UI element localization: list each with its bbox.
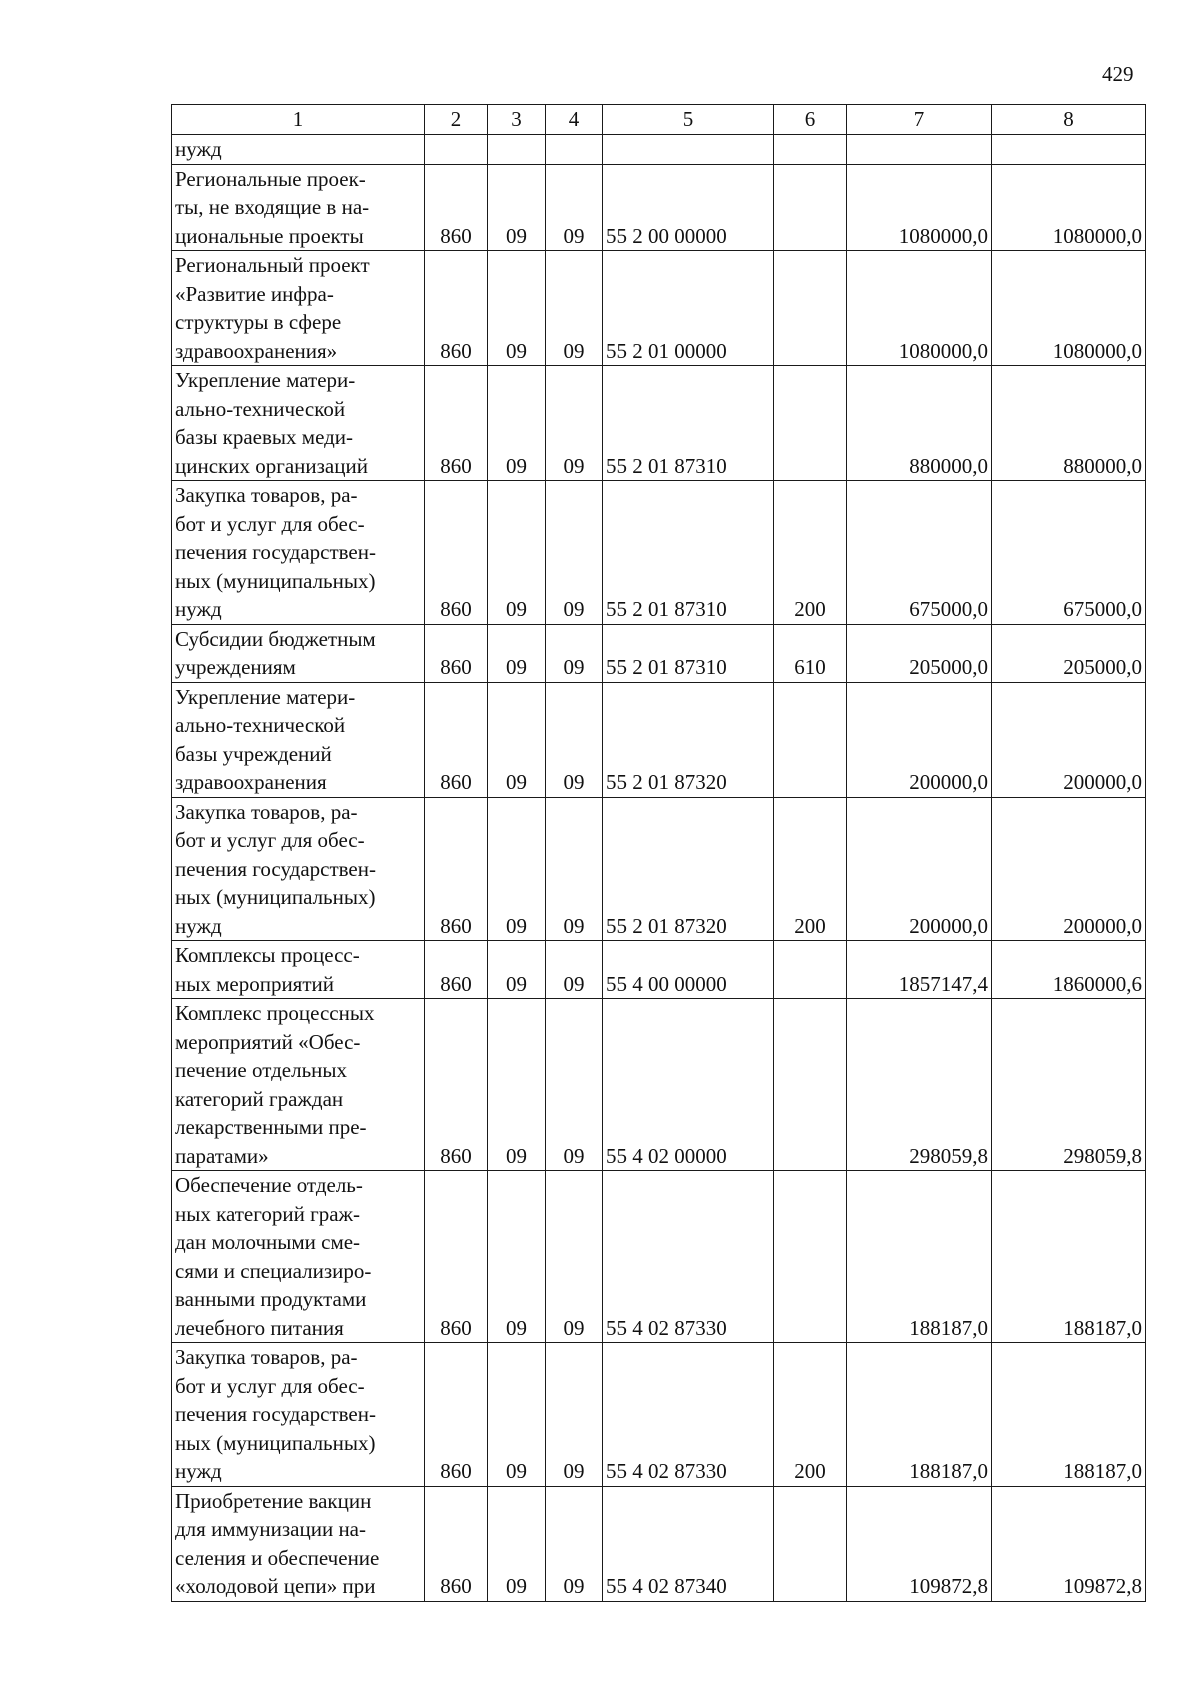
amount-year2-cell: 1860000,6 — [992, 941, 1146, 999]
budget-table — [171, 104, 1146, 1602]
subsection-code-cell — [546, 135, 603, 165]
table-row — [172, 797, 1146, 941]
table-row — [172, 941, 1146, 999]
section-code-cell: 09 — [488, 999, 546, 1171]
amount-year2-cell: 675000,0 — [992, 481, 1146, 625]
expense-type-cell — [774, 999, 847, 1171]
target-article-cell: 55 2 01 87310 — [603, 366, 774, 481]
subsection-code-cell: 09 — [546, 624, 603, 682]
expense-type-cell — [774, 941, 847, 999]
ministry-code-cell: 860 — [425, 164, 488, 251]
target-article-cell: 55 2 01 00000 — [603, 251, 774, 366]
section-code-cell: 09 — [488, 1171, 546, 1343]
row-name-cell: Укрепление матери- ально-технической базы краевых меди- цинских организаций — [172, 366, 425, 481]
expense-type-cell: 200 — [774, 1343, 847, 1487]
header-row — [172, 105, 1146, 135]
amount-year1-cell: 880000,0 — [847, 366, 992, 481]
row-name-cell: Региональный проект «Развитие инфра- структуры в сфере здравоохранения» — [172, 251, 425, 366]
amount-year1-cell: 298059,8 — [847, 999, 992, 1171]
expense-type-cell: 610 — [774, 624, 847, 682]
target-article-cell: 55 4 02 87330 — [603, 1343, 774, 1487]
section-code-cell: 09 — [488, 797, 546, 941]
amount-year2-cell: 880000,0 — [992, 366, 1146, 481]
target-article-cell: 55 2 01 87310 — [603, 481, 774, 625]
target-article-cell: 55 4 02 87340 — [603, 1486, 774, 1601]
section-code-cell: 09 — [488, 682, 546, 797]
section-code-cell: 09 — [488, 1486, 546, 1601]
subsection-code-cell: 09 — [546, 1171, 603, 1343]
amount-year1-cell: 1080000,0 — [847, 164, 992, 251]
target-article-cell: 55 4 02 87330 — [603, 1171, 774, 1343]
row-name-cell: Укрепление матери- ально-технической базы учреждений здравоохранения — [172, 682, 425, 797]
amount-year2-cell — [992, 135, 1146, 165]
column-header-5: 5 — [603, 105, 774, 135]
row-name-cell: нужд — [172, 135, 425, 165]
section-code-cell — [488, 135, 546, 165]
column-header-8: 8 — [992, 105, 1146, 135]
amount-year1-cell: 109872,8 — [847, 1486, 992, 1601]
ministry-code-cell: 860 — [425, 481, 488, 625]
column-header-4: 4 — [546, 105, 603, 135]
ministry-code-cell — [425, 135, 488, 165]
amount-year1-cell: 1080000,0 — [847, 251, 992, 366]
page-number: 429 — [1102, 62, 1134, 86]
table-row — [172, 251, 1146, 366]
ministry-code-cell: 860 — [425, 251, 488, 366]
subsection-code-cell: 09 — [546, 797, 603, 941]
expense-type-cell: 200 — [774, 481, 847, 625]
column-header-6: 6 — [774, 105, 847, 135]
amount-year2-cell: 188187,0 — [992, 1171, 1146, 1343]
amount-year1-cell: 205000,0 — [847, 624, 992, 682]
table-row — [172, 1343, 1146, 1487]
section-code-cell: 09 — [488, 366, 546, 481]
expense-type-cell — [774, 366, 847, 481]
ministry-code-cell: 860 — [425, 366, 488, 481]
row-name-cell: Закупка товаров, ра- бот и услуг для обес- печения государствен- ных (муниципальных) нужд — [172, 797, 425, 941]
amount-year1-cell: 188187,0 — [847, 1343, 992, 1487]
subsection-code-cell: 09 — [546, 1486, 603, 1601]
section-code-cell: 09 — [488, 251, 546, 366]
subsection-code-cell: 09 — [546, 164, 603, 251]
target-article-cell: 55 2 01 87320 — [603, 797, 774, 941]
ministry-code-cell: 860 — [425, 624, 488, 682]
expense-type-cell — [774, 1486, 847, 1601]
subsection-code-cell: 09 — [546, 941, 603, 999]
section-code-cell: 09 — [488, 481, 546, 625]
table-row — [172, 481, 1146, 625]
expense-type-cell — [774, 164, 847, 251]
target-article-cell — [603, 135, 774, 165]
table-row — [172, 164, 1146, 251]
amount-year2-cell: 109872,8 — [992, 1486, 1146, 1601]
section-code-cell: 09 — [488, 941, 546, 999]
expense-type-cell — [774, 251, 847, 366]
row-name-cell: Комплексы процесс- ных мероприятий — [172, 941, 425, 999]
target-article-cell: 55 4 02 00000 — [603, 999, 774, 1171]
amount-year2-cell: 298059,8 — [992, 999, 1146, 1171]
subsection-code-cell: 09 — [546, 682, 603, 797]
subsection-code-cell: 09 — [546, 1343, 603, 1487]
column-header-7: 7 — [847, 105, 992, 135]
amount-year1-cell — [847, 135, 992, 165]
target-article-cell: 55 4 00 00000 — [603, 941, 774, 999]
table-row — [172, 682, 1146, 797]
expense-type-cell: 200 — [774, 797, 847, 941]
ministry-code-cell: 860 — [425, 941, 488, 999]
table-row — [172, 999, 1146, 1171]
ministry-code-cell: 860 — [425, 999, 488, 1171]
amount-year2-cell: 188187,0 — [992, 1343, 1146, 1487]
table-row — [172, 366, 1146, 481]
row-name-cell: Закупка товаров, ра- бот и услуг для обес- печения государствен- ных (муниципальных) нужд — [172, 481, 425, 625]
table-row — [172, 1171, 1146, 1343]
row-name-cell: Приобретение вакцин для иммунизации на- селения и обеспечение «холодовой цепи» при — [172, 1486, 425, 1601]
subsection-code-cell: 09 — [546, 251, 603, 366]
ministry-code-cell: 860 — [425, 1486, 488, 1601]
amount-year2-cell: 1080000,0 — [992, 251, 1146, 366]
row-name-cell: Комплекс процессных мероприятий «Обес- печение отдельных категорий граждан лекарственными пре- паратами» — [172, 999, 425, 1171]
row-name-cell: Закупка товаров, ра- бот и услуг для обес- печения государствен- ных (муниципальных) нужд — [172, 1343, 425, 1487]
amount-year1-cell: 1857147,4 — [847, 941, 992, 999]
section-code-cell: 09 — [488, 1343, 546, 1487]
table-row — [172, 1486, 1146, 1601]
amount-year2-cell: 200000,0 — [992, 682, 1146, 797]
table-row — [172, 624, 1146, 682]
section-code-cell: 09 — [488, 164, 546, 251]
amount-year2-cell: 205000,0 — [992, 624, 1146, 682]
amount-year2-cell: 1080000,0 — [992, 164, 1146, 251]
target-article-cell: 55 2 00 00000 — [603, 164, 774, 251]
column-header-1: 1 — [172, 105, 425, 135]
table-body — [172, 135, 1146, 1602]
target-article-cell: 55 2 01 87320 — [603, 682, 774, 797]
subsection-code-cell: 09 — [546, 481, 603, 625]
row-name-cell: Обеспечение отдель- ных категорий граж- дан молочными сме- сями и специализиро- ванными продуктами лечебного питания — [172, 1171, 425, 1343]
amount-year1-cell: 675000,0 — [847, 481, 992, 625]
expense-type-cell — [774, 682, 847, 797]
section-code-cell: 09 — [488, 624, 546, 682]
ministry-code-cell: 860 — [425, 682, 488, 797]
table-row — [172, 135, 1146, 165]
subsection-code-cell: 09 — [546, 999, 603, 1171]
column-header-3: 3 — [488, 105, 546, 135]
expense-type-cell — [774, 135, 847, 165]
subsection-code-cell: 09 — [546, 366, 603, 481]
ministry-code-cell: 860 — [425, 1171, 488, 1343]
expense-type-cell — [774, 1171, 847, 1343]
target-article-cell: 55 2 01 87310 — [603, 624, 774, 682]
row-name-cell: Региональные проек- ты, не входящие в на- циональные проекты — [172, 164, 425, 251]
amount-year2-cell: 200000,0 — [992, 797, 1146, 941]
amount-year1-cell: 200000,0 — [847, 797, 992, 941]
ministry-code-cell: 860 — [425, 1343, 488, 1487]
amount-year1-cell: 200000,0 — [847, 682, 992, 797]
column-header-2: 2 — [425, 105, 488, 135]
row-name-cell: Субсидии бюджетным учреждениям — [172, 624, 425, 682]
ministry-code-cell: 860 — [425, 797, 488, 941]
amount-year1-cell: 188187,0 — [847, 1171, 992, 1343]
